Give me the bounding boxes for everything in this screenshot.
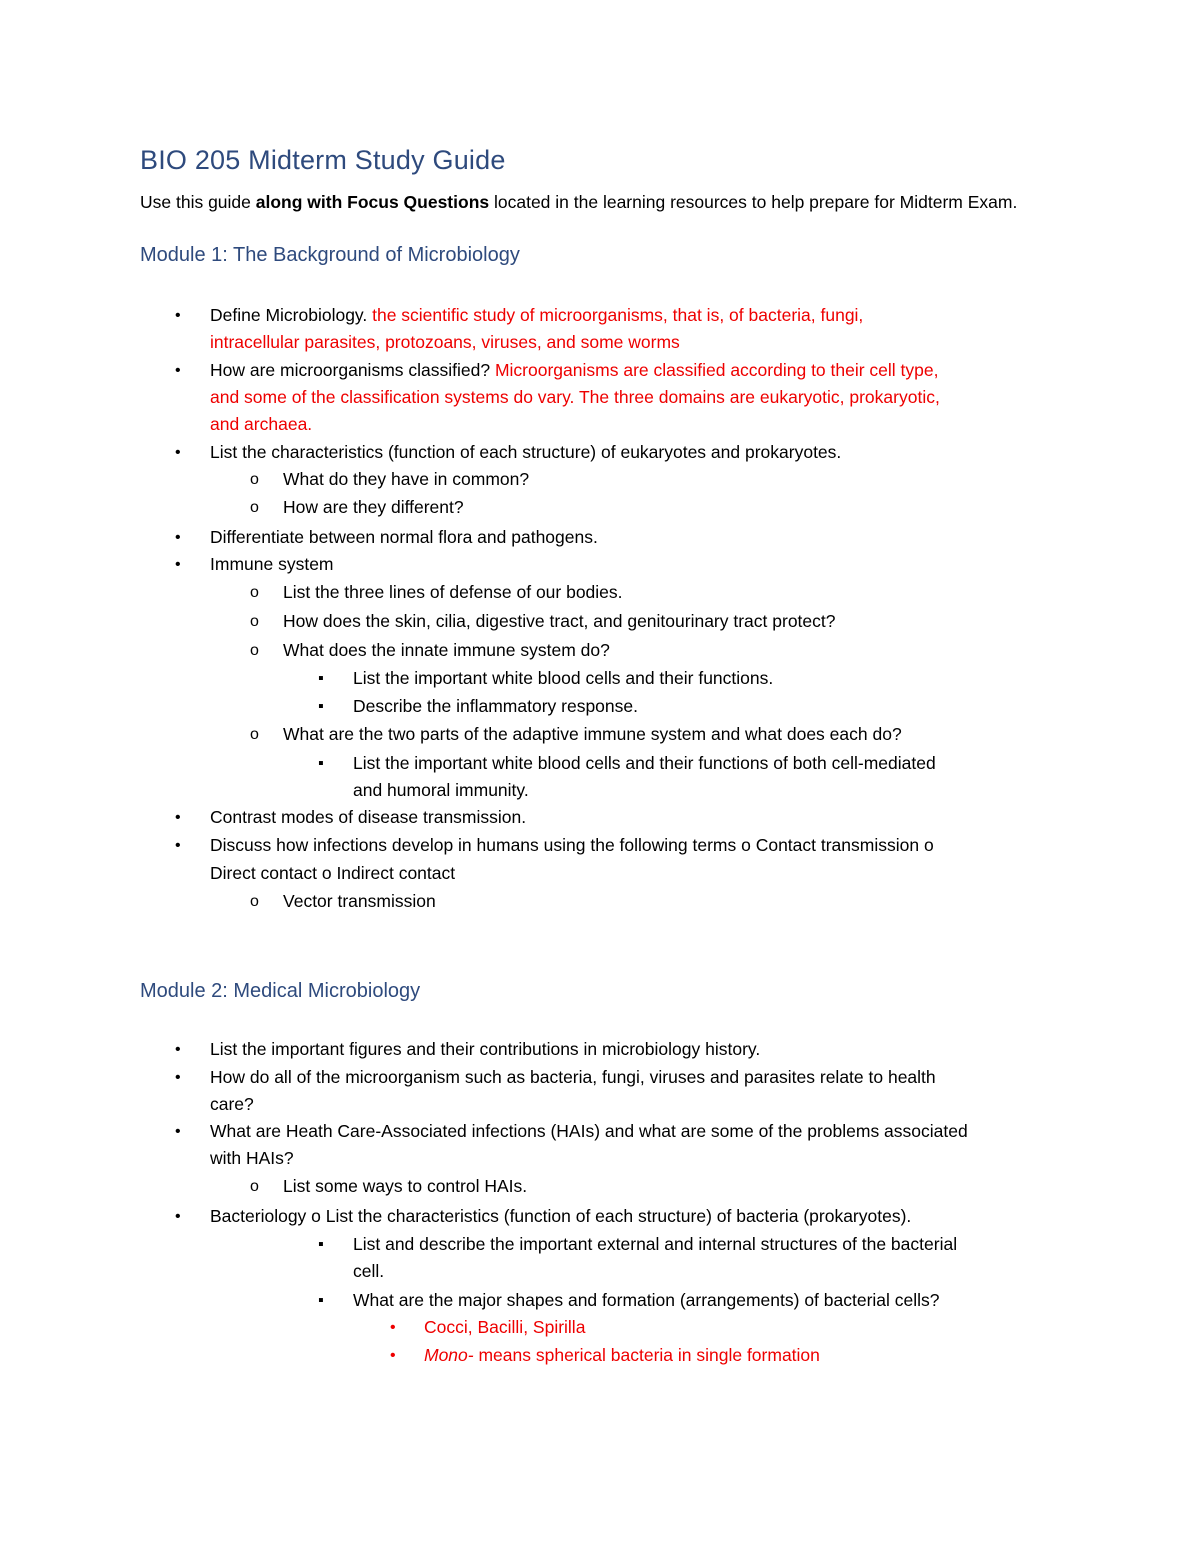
square-marker: ▪ (318, 670, 324, 687)
square-marker: ▪ (318, 698, 324, 715)
sub-list-item: What are the two parts of the adaptive immune system and what does each do? (283, 724, 902, 744)
list-item: List the important figures and their contributions in microbiology history. (210, 1039, 761, 1059)
list-item-continuation: care? (210, 1094, 254, 1114)
list-item-continuation: Direct contact o Indirect contact (210, 863, 456, 883)
list-item: Discuss how infections develop in humans using the following terms o Contact transmission o (210, 835, 934, 855)
square-marker: ▪ (318, 755, 324, 772)
list-item: Contrast modes of disease transmission. (210, 807, 527, 827)
bullet-marker: • (175, 307, 181, 324)
intro-paragraph (140, 189, 1070, 216)
circle-marker: o (250, 499, 259, 516)
list-item: Immune system (210, 554, 334, 574)
sub-sub-list-item: List and describe the important external and internal structures of the bacterial (353, 1234, 958, 1254)
answer-text: means spherical bacteria in single formation (473, 1345, 820, 1365)
module-1-heading: Module 1: The Background of Microbiology (140, 244, 520, 266)
sub-list-item: What does the innate immune system do? (283, 640, 610, 660)
circle-marker: o (250, 893, 259, 910)
question-text: How are microorganisms classified? (210, 360, 495, 380)
answer-list-item (424, 1342, 820, 1369)
bullet-marker: • (175, 809, 181, 826)
sub-sub-list-item-continuation: cell. (353, 1261, 385, 1281)
sub-sub-list-item-continuation: and humoral immunity. (353, 780, 529, 800)
intro-text: Use this guide (140, 192, 256, 212)
list-item: How do all of the microorganism such as bacteria, fungi, viruses and parasites relate to health (210, 1067, 936, 1087)
list-item: List the characteristics (function of each structure) of eukaryotes and prokaryotes. (210, 442, 842, 462)
circle-marker: o (250, 613, 259, 630)
bullet-marker: • (175, 1069, 181, 1086)
answer-continuation: intracellular parasites, protozoans, viruses, and some worms (210, 332, 680, 352)
answer-italic-text: Mono- (424, 1345, 474, 1365)
bullet-marker: • (175, 837, 181, 854)
sub-list-item: How are they different? (283, 497, 464, 517)
list-item-continuation: with HAIs? (210, 1148, 294, 1168)
list-item (210, 357, 938, 384)
square-marker: ▪ (318, 1236, 324, 1253)
module-2-heading: Module 2: Medical Microbiology (140, 980, 421, 1002)
list-item: Differentiate between normal flora and pathogens. (210, 527, 598, 547)
sub-list-item: List some ways to control HAIs. (283, 1176, 528, 1196)
circle-marker: o (250, 642, 259, 659)
circle-marker: o (250, 1178, 259, 1195)
sub-sub-list-item: List the important white blood cells and their functions of both cell-mediated (353, 753, 936, 773)
bullet-marker: • (390, 1319, 396, 1336)
list-item (210, 302, 863, 329)
bullet-marker: • (175, 1041, 181, 1058)
answer-text: Microorganisms are classified according to their cell type, (494, 360, 939, 380)
sub-list-item: What do they have in common? (283, 469, 530, 489)
circle-marker: o (250, 584, 259, 601)
sub-list-item: Vector transmission (283, 891, 436, 911)
bullet-marker: • (390, 1347, 396, 1364)
square-marker: ▪ (318, 1292, 324, 1309)
bullet-marker: • (175, 444, 181, 461)
circle-marker: o (250, 726, 259, 743)
bullet-marker: • (175, 529, 181, 546)
answer-continuation: and archaea. (210, 414, 313, 434)
answer-continuation: and some of the classification systems do vary. The three domains are eukaryotic, prokaryotic, (210, 387, 940, 407)
intro-bold-text: along with Focus Questions (255, 192, 490, 212)
bullet-marker: • (175, 362, 181, 379)
circle-marker: o (250, 471, 259, 488)
sub-sub-list-item: List the important white blood cells and their functions. (353, 668, 774, 688)
bullet-marker: • (175, 1123, 181, 1140)
answer-text: the scientific study of microorganisms, that is, of bacteria, fungi, (372, 305, 864, 325)
page-title: BIO 205 Midterm Study Guide (140, 145, 506, 175)
question-text: Define Microbiology. (210, 305, 373, 325)
list-item: Bacteriology o List the characteristics (function of each structure) of bacteria (prokaryotes). (210, 1206, 912, 1226)
list-item: What are Heath Care-Associated infections (HAIs) and what are some of the problems associated (210, 1121, 968, 1141)
intro-text-end: located in the learning resources to help prepare for Midterm Exam. (489, 192, 1018, 212)
sub-list-item: How does the skin, cilia, digestive tract, and genitourinary tract protect? (283, 611, 836, 631)
sub-sub-list-item: What are the major shapes and formation (arrangements) of bacterial cells? (353, 1290, 940, 1310)
sub-list-item: List the three lines of defense of our bodies. (283, 582, 623, 602)
sub-sub-list-item: Describe the inflammatory response. (353, 696, 638, 716)
bullet-marker: • (175, 556, 181, 573)
bullet-marker: • (175, 1208, 181, 1225)
answer-list-item: Cocci, Bacilli, Spirilla (424, 1317, 586, 1337)
